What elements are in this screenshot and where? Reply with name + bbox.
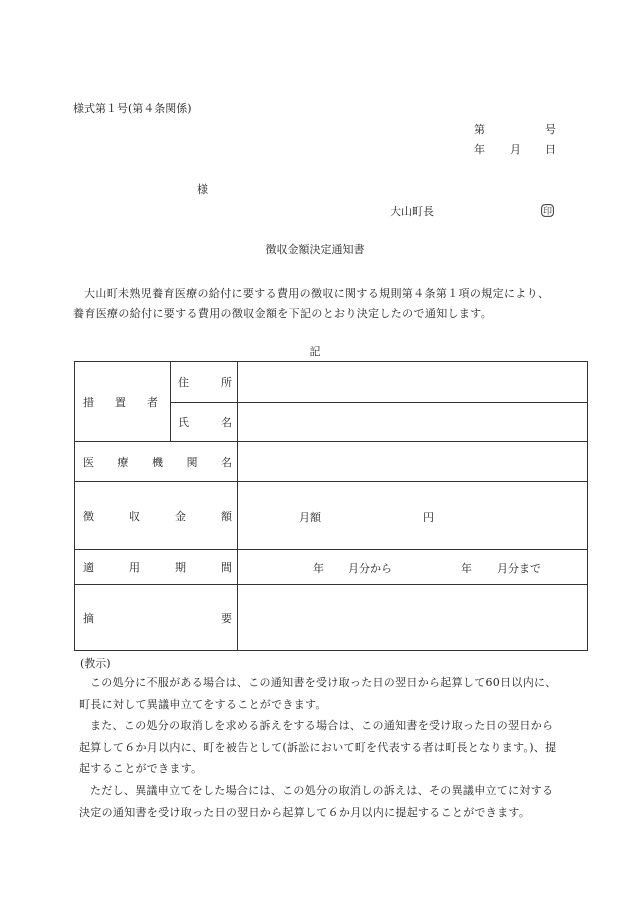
period-from-text: 月分から	[348, 562, 392, 575]
name-value[interactable]	[238, 403, 588, 442]
notes-paragraph: また、この処分の取消しを求める訴えをする場合は、この通知書を受け取った日の翌日から起算して６か月以内に、町を被告として(訴訟において町を代表する者は町長となります。)、提起することができます。	[79, 719, 557, 776]
notes-paragraph: ただし、異議申立てをした場合には、この処分の取消しの訴えは、その異議申立てに対する決定の通知書を受け取った日の翌日から起算して６か月以内に提起することができます。	[79, 783, 554, 819]
seal-char: 印	[542, 207, 553, 217]
ki-marker: 記	[309, 345, 321, 358]
period-value[interactable]	[238, 550, 588, 585]
period-label: 適 用 期 間	[75, 550, 238, 585]
address-label: 住 所	[171, 362, 238, 403]
issuer-name: 大山町長	[390, 205, 434, 218]
date-year: 年	[474, 143, 485, 156]
collection-amount-value[interactable]	[238, 482, 588, 550]
medical-institution-value[interactable]	[238, 442, 588, 482]
document-title: 徴収金額決定通知書	[265, 243, 365, 256]
measure-person-header: 措 置 者	[75, 362, 171, 442]
name-label: 氏 名	[171, 403, 238, 442]
date-day: 日	[545, 143, 556, 156]
summary-value[interactable]	[238, 585, 588, 651]
monthly-label: 月額	[299, 510, 321, 524]
date-month: 月	[510, 143, 521, 156]
form-number: 様式第１号(第４条関係)	[73, 102, 192, 115]
period-year-to: 年	[461, 562, 472, 575]
notes-heading: (教示)	[80, 657, 111, 670]
details-table	[74, 361, 588, 651]
seal-icon	[541, 204, 554, 217]
notes-paragraph: この処分に不服がある場合は、この通知書を受け取った日の翌日から起算して60日以内に、町長に対して異議申立てをすることができます。	[79, 676, 557, 711]
period-to-text: 月分まで	[497, 562, 541, 575]
address-value[interactable]	[238, 362, 588, 403]
recipient-suffix: 様	[197, 183, 208, 196]
body-paragraph: 大山町未熟児養育医療の給付に要する費用の徴収に関する規則第４条第１項の規定により、養育医療の給付に要する費用の徴収金額を下記のとおり決定したので通知します。	[73, 287, 550, 320]
number-prefix: 第	[474, 123, 485, 136]
medical-institution-label: 医 療 機 関 名	[75, 442, 238, 482]
notes-section	[73, 672, 561, 823]
collection-amount-label: 徴 収 金 額	[75, 482, 238, 550]
period-year-from: 年	[313, 562, 324, 575]
number-suffix: 号	[545, 123, 556, 136]
summary-label: 摘 要	[75, 585, 238, 651]
yen-label: 円	[423, 510, 434, 524]
